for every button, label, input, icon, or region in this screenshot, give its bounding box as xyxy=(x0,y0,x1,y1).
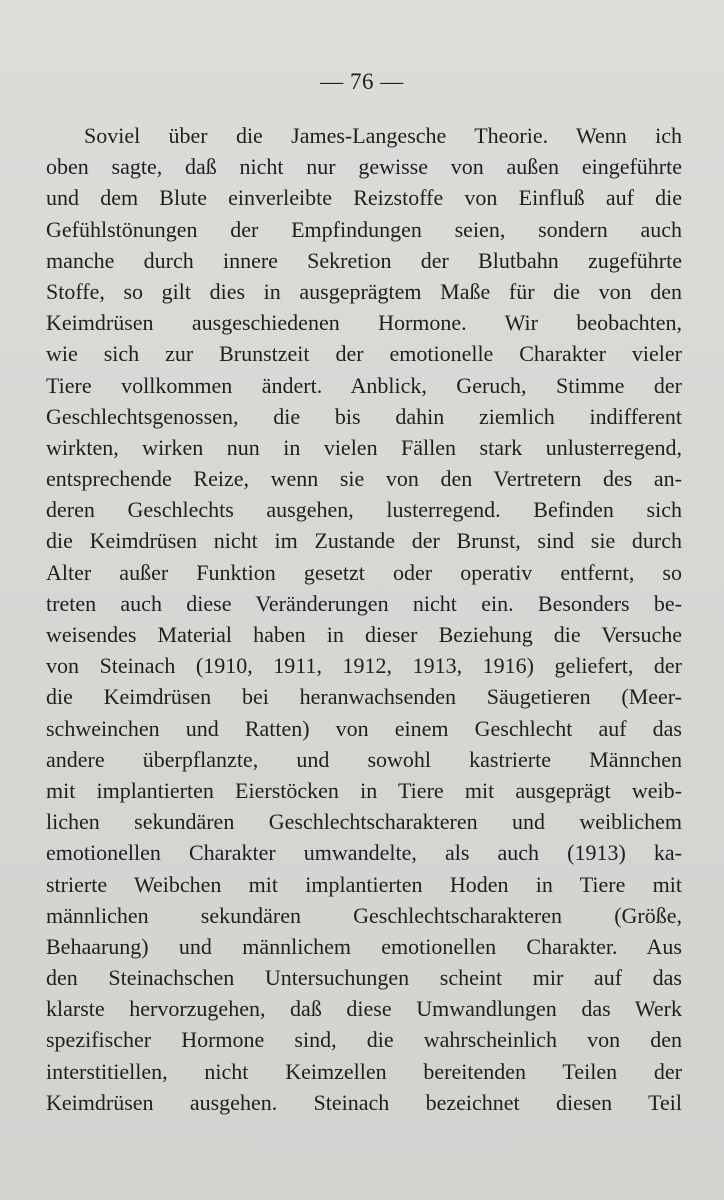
text-line: emotionellen Charakter umwandelte, als auch (1913) ka- xyxy=(46,840,682,866)
text-line: die Keimdrüsen bei heranwachsenden Säugetieren (Meer- xyxy=(46,684,682,710)
text-line: weisendes Material haben in dieser Beziehung die Versuche xyxy=(46,622,682,647)
text-line: klarste hervorzugehen, daß diese Umwandlungen das Werk xyxy=(46,996,682,1022)
text-line: Alter außer Funktion gesetzt oder operativ entfernt, so xyxy=(46,559,682,585)
text-line: deren Geschlechts ausgehen, lusterregend. Befinden sich xyxy=(46,497,682,523)
text-line: die Keimdrüsen nicht im Zustande der Brunst, sind sie durch xyxy=(46,528,682,554)
text-line: Stoffe, so gilt dies in ausgeprägtem Maße für die von den xyxy=(46,278,682,304)
text-line: wie sich zur Brunstzeit der emotionelle Charakter vieler xyxy=(46,341,682,367)
text-line: manche durch innere Sekretion der Blutbahn zugeführte xyxy=(46,247,682,273)
text-line: männlichen sekundären Geschlechtscharakteren (Größe, xyxy=(46,902,682,928)
text-line: Keimdrüsen ausgeschiedenen Hormone. Wir beobachten, xyxy=(46,310,682,336)
body-text xyxy=(46,120,682,1118)
text-line: lichen sekundären Geschlechtscharakteren und weiblichem xyxy=(46,809,682,835)
text-line: oben sagte, daß nicht nur gewisse von außen eingeführte xyxy=(46,154,682,180)
text-line: von Steinach (1910, 1911, 1912, 1913, 1916) geliefert, der xyxy=(46,653,682,679)
page-number: — 76 — xyxy=(320,69,404,94)
text-line: Behaarung) und männlichem emotionellen Charakter. Aus xyxy=(46,933,682,959)
text-line: andere überpflanzte, und sowohl kastrierte Männchen xyxy=(46,746,682,772)
text-line: Soviel über die James-Langesche Theorie. Wenn ich xyxy=(84,123,682,148)
text-line: den Steinachschen Untersuchungen scheint mir auf das xyxy=(46,965,682,991)
text-line: treten auch diese Veränderungen nicht ein. Besonders be- xyxy=(46,590,682,616)
text-line: Tiere vollkommen ändert. Anblick, Geruch, Stimme der xyxy=(46,372,682,398)
text-line: strierte Weibchen mit implantierten Hoden in Tiere mit xyxy=(46,871,682,897)
text-line: wirkten, wirken nun in vielen Fällen stark unlusterregend, xyxy=(46,434,682,460)
text-line: Geschlechtsgenossen, die bis dahin ziemlich indifferent xyxy=(46,403,682,429)
text-line: schweinchen und Ratten) von einem Geschlecht auf das xyxy=(46,715,682,741)
text-line: Gefühlstönungen der Empfindungen seien, sondern auch xyxy=(46,216,682,242)
text-line: entsprechende Reize, wenn sie von den Vertretern des an- xyxy=(46,466,682,492)
text-line: spezifischer Hormone sind, die wahrscheinlich von den xyxy=(46,1027,682,1053)
text-line: und dem Blute einverleibte Reizstoffe von Einfluß auf die xyxy=(46,185,682,211)
text-line: Keimdrüsen ausgehen. Steinach bezeichnet diesen Teil xyxy=(46,1089,682,1115)
text-line: mit implantierten Eierstöcken in Tiere mit ausgeprägt weib- xyxy=(46,777,682,803)
text-line: interstitiellen, nicht Keimzellen bereitenden Teilen der xyxy=(46,1058,682,1084)
